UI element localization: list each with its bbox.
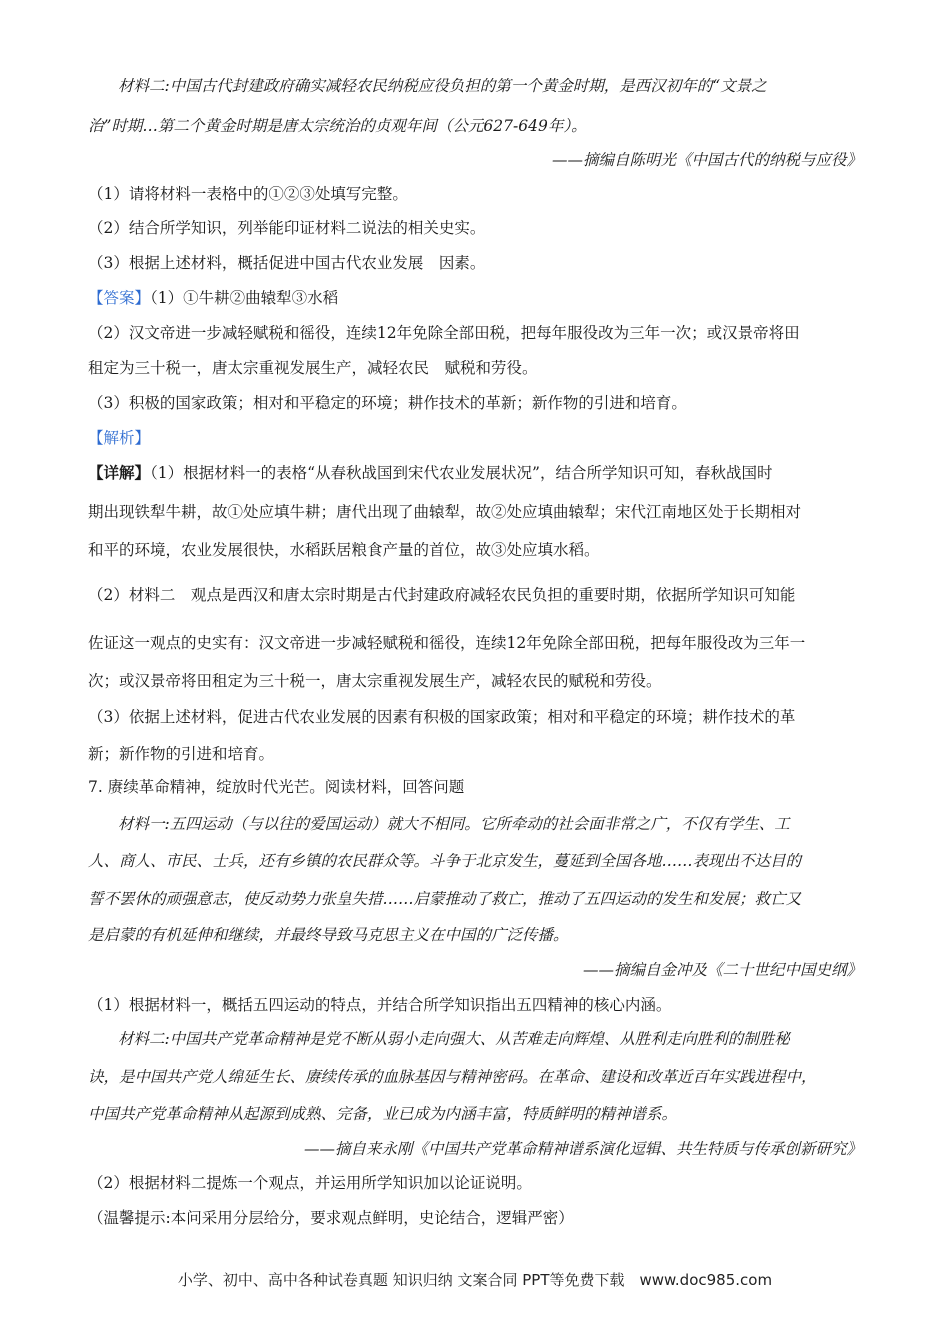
material-7-1-line-4: 是启蒙的有机延伸和继续，并最终导致马克思主义在中国的广泛传播。: [88, 926, 569, 944]
material-7-1-line-3: 誓不罢休的顽强意志，使反动势力张皇失措……启蒙推动了救亡，推动了五四运动的发生和发展；救亡又: [88, 890, 802, 908]
detail-3-line-2: 新；新作物的引进和培育。: [88, 745, 275, 763]
material-7-1-line-2: 人、商人、市民、士兵，还有乡镇的农民群众等。斗争于北京发生，蔓延到全国各地……表现出不达目的: [88, 852, 802, 870]
material-7-2-line-2: 诀，是中国共产党人绵延生长、赓续传承的血脉基因与精神密码。在革命、建设和改革近百年实践进程中，: [88, 1068, 817, 1086]
answer-2-line-2: 租定为三十税一，唐太宗重视发展生产，减轻农民 赋税和劳役。: [88, 359, 538, 377]
answer-line-1: [88, 288, 338, 308]
detail-1-line-1: [88, 463, 772, 483]
answer-2-line-1: （2）汉文帝进一步减轻赋税和徭役，连续12年免除全部田税，把每年服役改为三年一次；或汉景帝将田: [88, 324, 800, 342]
answer-3: （3）积极的国家政策；相对和平稳定的环境；耕作技术的革新；新作物的引进和培育。: [88, 394, 687, 412]
material-two-line-1: 材料二:中国古代封建政府确实减轻农民纳税应役负担的第一个黄金时期，是西汉初年的“文景之: [118, 77, 767, 95]
material-7-2-source: ——摘自来永刚《中国共产党革命精神谱系演化逗辑、共生特质与传承创新研究》: [303, 1140, 862, 1158]
detail-1-line-2: 期出现铁犁牛耕，故①处应填牛耕；唐代出现了曲辕犁，故②处应填曲辕犁；宋代江南地区处于长期相对: [88, 503, 802, 521]
detail-tag: 【详解】: [88, 463, 151, 482]
answer-1: （1）①牛耕②曲辕犁③水稻: [150, 289, 339, 307]
detail-2-line-3: 次；或汉景帝将田租定为三十税一，唐太宗重视发展生产，减轻农民的赋税和劳役。: [88, 672, 662, 690]
question-3: （3）根据上述材料，概括促进中国古代农业发展 因素。: [88, 254, 486, 272]
material-two-source: ——摘编自陈明光《中国古代的纳税与应役》: [551, 151, 862, 169]
answer-tag: 【答案】: [88, 289, 151, 307]
material-7-1-line-1: 材料一:五四运动（与以往的爱国运动）就大不相同。它所牵动的社会面非常之广，不仅有学生、工: [118, 815, 790, 833]
analysis-tag: 【解析】: [88, 429, 151, 447]
question-2: （2）结合所学知识，列举能印证材料二说法的相关史实。: [88, 219, 486, 237]
material-7-2-line-1: 材料二:中国共产党革命精神是党不断从弱小走向强大、从苦难走向辉煌、从胜利走向胜利的制胜秘: [118, 1030, 790, 1048]
material-7-2-line-3: 中国共产党革命精神从起源到成熟、完备，业已成为内涵丰富，特质鲜明的精神谱系。: [88, 1105, 678, 1123]
detail-3-line-1: （3）依据上述材料，促进古代农业发展的因素有积极的国家政策；相对和平稳定的环境；耕作技术的革: [88, 708, 796, 726]
detail-1-line-3: 和平的环境，农业发展很快，水稻跃居粮食产量的首位，故③处应填水稻。: [88, 541, 600, 559]
question-7-1: （1）根据材料一，概括五四运动的特点，并结合所学知识指出五四精神的核心内涵。: [88, 996, 672, 1014]
detail-2-line-1: （2）材料二 观点是西汉和唐太宗时期是古代封建政府减轻农民负担的重要时期，依据所学知识可知能: [88, 586, 796, 604]
question-1: （1）请将材料一表格中的①②③处填写完整。: [88, 185, 408, 203]
material-two-line-2: 治”时期…第二个黄金时期是唐太宗统治的贞观年间（公元627-649年）。: [88, 117, 587, 135]
question-7-2: （2）根据材料二提炼一个观点，并运用所学知识加以论证说明。: [88, 1174, 532, 1192]
material-7-1-source: ——摘编自金冲及《二十世纪中国史纲》: [582, 961, 862, 979]
detail-1-text: （1）根据材料一的表格“从春秋战国到宋代农业发展状况”，结合所学知识可知，春秋战国时: [150, 464, 773, 482]
footer-banner: 小学、初中、高中各种试卷真题 知识归纳 文案合同 PPT等免费下载 www.doc985.com: [177, 1271, 773, 1289]
detail-2-line-2: 佐证这一观点的史实有：汉文帝进一步减轻赋税和徭役，连续12年免除全部田税，把每年服役改为三年一: [88, 634, 806, 652]
scoring-tip: （温馨提示:本问采用分层给分，要求观点鲜明，史论结合，逻辑严密）: [88, 1209, 574, 1227]
question-7-title: 7. 赓续革命精神，绽放时代光芒。阅读材料，回答问题: [88, 778, 465, 796]
